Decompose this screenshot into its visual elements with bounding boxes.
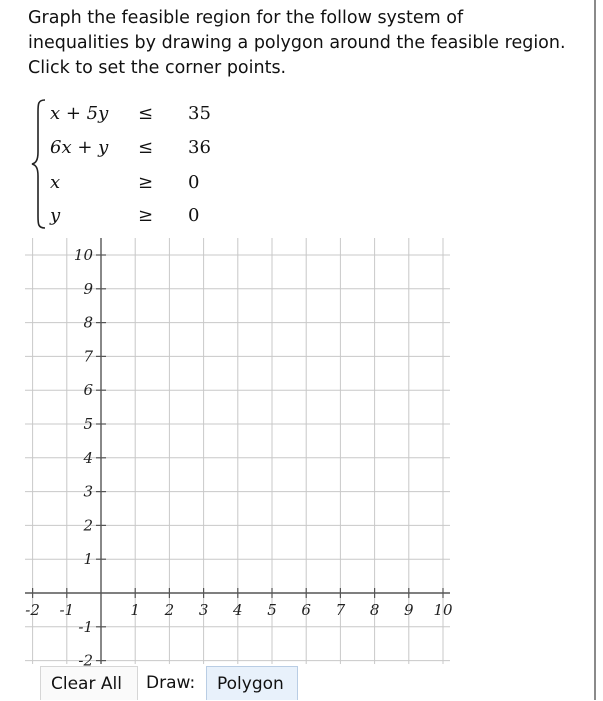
left-brace xyxy=(30,98,48,230)
graph-canvas[interactable] xyxy=(0,230,596,666)
y-tick-label: 4 xyxy=(83,448,93,467)
inequality-rhs: 0 xyxy=(188,205,200,226)
x-tick-label: 7 xyxy=(335,601,346,619)
inequality-relation: ≥ xyxy=(138,172,154,193)
y-tick-label: 2 xyxy=(83,516,93,535)
y-tick-label: -1 xyxy=(78,617,93,636)
inequality-lhs: x + 5y xyxy=(50,103,109,124)
inequality-rhs: 36 xyxy=(188,137,211,158)
inequality-system xyxy=(30,98,230,238)
prompt-line: inequalities by drawing a polygon around the feasible region. xyxy=(28,33,566,53)
tick-labels xyxy=(25,246,453,666)
inequality-relation: ≥ xyxy=(138,205,154,226)
inequality-lhs: y xyxy=(50,205,61,226)
inequality-relation: ≤ xyxy=(138,103,154,124)
x-tick-label: -1 xyxy=(59,601,75,619)
clear-all-button[interactable]: Clear All xyxy=(40,666,138,700)
inequality-lhs: x xyxy=(50,172,61,193)
x-tick-label: 10 xyxy=(433,601,453,619)
y-tick-label: 9 xyxy=(83,279,93,298)
x-tick-label: 8 xyxy=(369,601,380,619)
y-tick-label: -2 xyxy=(78,651,93,666)
y-tick-label: 10 xyxy=(73,246,93,264)
polygon-tool-button[interactable]: Polygon xyxy=(206,666,298,700)
x-tick-label: 5 xyxy=(267,601,277,619)
x-tick-label: 9 xyxy=(404,601,414,619)
draw-label: Draw: xyxy=(146,673,196,693)
inequality-lhs: 6x + y xyxy=(50,137,109,158)
y-tick-label: 5 xyxy=(83,415,93,433)
x-tick-label: 6 xyxy=(301,601,311,619)
y-tick-label: 7 xyxy=(83,347,93,366)
y-tick-label: 3 xyxy=(83,482,93,501)
y-tick-label: 1 xyxy=(83,550,93,569)
question-prompt xyxy=(28,6,588,81)
inequality-rhs: 35 xyxy=(188,103,211,124)
x-tick-label: -2 xyxy=(25,601,40,619)
prompt-line: Click to set the corner points. xyxy=(28,58,287,78)
inequality-relation: ≤ xyxy=(138,137,154,158)
y-tick-label: 8 xyxy=(83,313,93,332)
inequality-rhs: 0 xyxy=(188,172,200,193)
x-tick-label: 2 xyxy=(164,601,175,619)
x-tick-label: 3 xyxy=(198,601,209,619)
y-tick-label: 6 xyxy=(83,381,93,400)
x-tick-label: 1 xyxy=(130,601,140,619)
x-tick-label: 4 xyxy=(233,601,243,619)
prompt-line: Graph the feasible region for the follow system of xyxy=(28,8,464,28)
